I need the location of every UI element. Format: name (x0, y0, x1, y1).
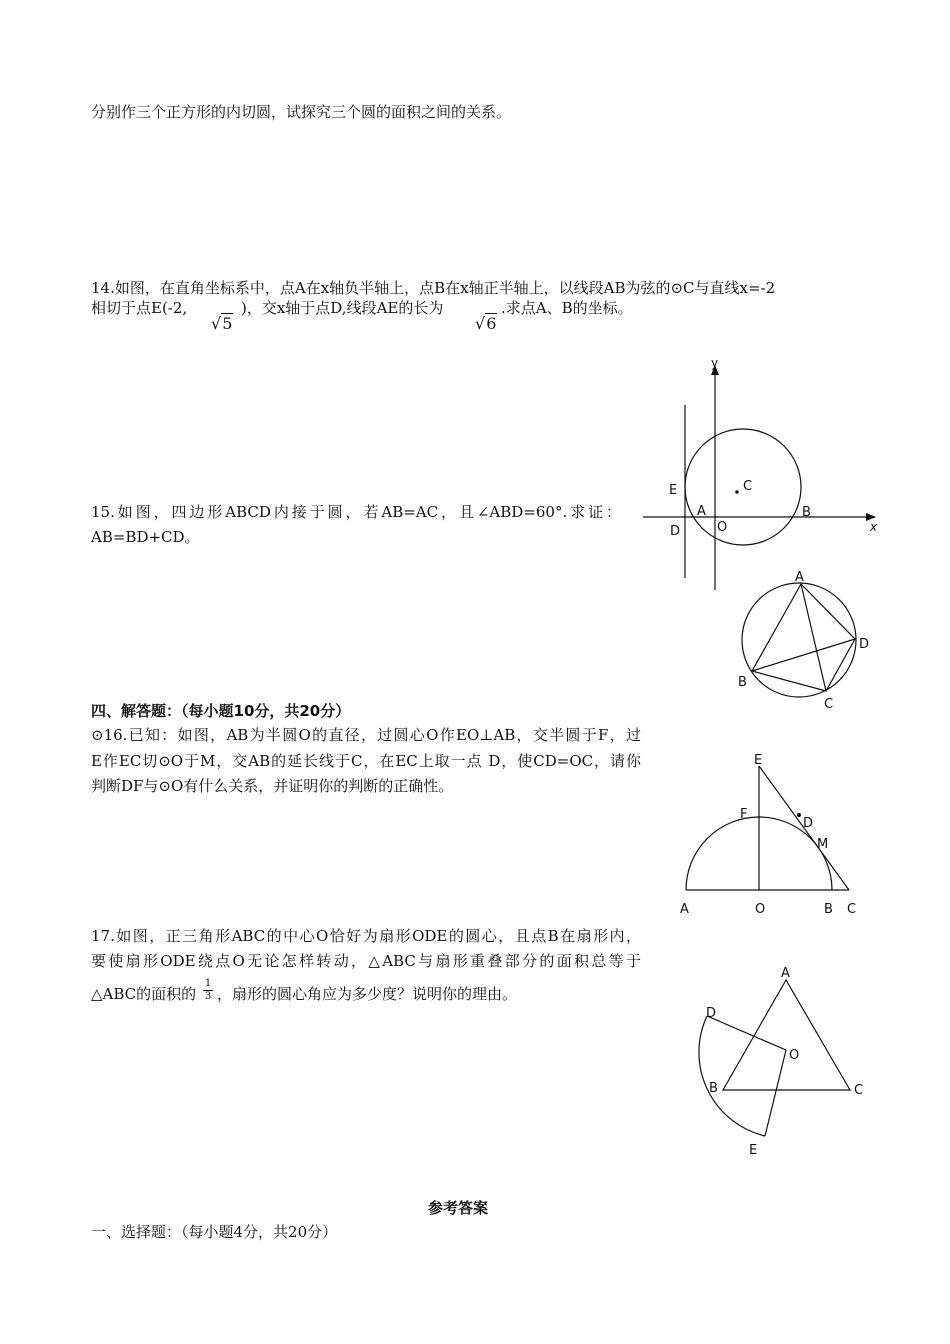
label-o: O (755, 902, 766, 917)
label-c: C (854, 1083, 864, 1098)
q16-text-line1: ⊙16.已知：如图，AB为半圆O的直径，过圆心O作EO⊥AB，交半圆于F，过 (91, 726, 641, 744)
label-d: D (803, 816, 814, 831)
answers-section1: 一、选择题：（每小题4分，共20分） (91, 1223, 338, 1241)
q17-text-line1: 17.如图，正三角形ABC的中心O恰好为扇形ODE的圆心，且点B在扇形内， (91, 927, 641, 945)
q17-text-line3a: △ABC的面积的 (91, 985, 197, 1003)
q15-text-line1: 15.如图，四边形ABCD内接于圆，若AB=AC，且∠ABD=60°.求证： (91, 503, 621, 521)
label-b: B (738, 675, 747, 690)
fraction-denominator: 3 (204, 991, 212, 1002)
label-a: A (680, 902, 689, 917)
sqrt-6-radicand: 6 (486, 314, 497, 333)
q16-text-line2: E作EC切⊙O于M，交AB的延长线于C，在EC上取一点 D，使CD=OC，请你 (91, 752, 641, 770)
radius-od (707, 1016, 786, 1050)
figure-14 (643, 366, 875, 590)
figure-16 (686, 766, 849, 890)
triangle-abc (723, 980, 850, 1090)
q14-text-line2b: )，交x轴于点D,线段AE的长为 (241, 299, 444, 317)
q17-text-line2: 要使扇形ODE绕点O无论怎样转动，△ABC与扇形重叠部分的面积总等于 (91, 952, 641, 970)
label-b: B (824, 902, 833, 917)
section4-heading: 四、解答题：（每小题10分，共20分） (91, 702, 351, 720)
label-o: O (717, 520, 728, 535)
label-b: B (802, 505, 811, 520)
diagonal-ac (801, 584, 826, 691)
label-a: A (697, 504, 706, 519)
circumcircle (742, 583, 856, 697)
label-b: B (709, 1081, 718, 1096)
label-d: D (706, 1006, 717, 1021)
radius-oe (765, 1050, 786, 1136)
answers-title: 参考答案 (428, 1199, 489, 1217)
label-e: E (749, 1143, 758, 1158)
label-c: C (824, 697, 834, 712)
sqrt-5-radicand: 5 (222, 314, 233, 333)
q13-text-tail: 分别作三个正方形的内切圆，试探究三个圆的面积之间的关系。 (91, 103, 512, 121)
label-a: A (795, 570, 804, 585)
q14-text-line1: 14.如图，在直角坐标系中，点A在x轴负半轴上，点B在x轴正半轴上，以线段AB为弦的⊙C与直线x=-2 (91, 279, 776, 297)
q15-text-line2: AB=BD+CD。 (91, 528, 200, 546)
sqrt-5: √5 (211, 314, 233, 333)
label-c: C (743, 479, 753, 494)
label-d: D (859, 637, 870, 652)
point-c-dot (736, 491, 738, 493)
label-e: E (754, 753, 763, 768)
label-d: D (670, 524, 681, 539)
figure-17-labels (706, 966, 863, 1158)
figure-17 (699, 980, 850, 1136)
q14-text-line2a: 相切于点E(-2, (91, 299, 188, 317)
label-m: M (817, 837, 829, 852)
label-x: x (870, 520, 878, 534)
point-d-dot (798, 814, 801, 817)
label-y: y (711, 356, 719, 370)
q16-text-line3: 判断DF与⊙O有什么关系，并证明你的判断的正确性。 (91, 777, 454, 795)
label-c: C (847, 902, 857, 917)
q14-text-line2c: .求点A、B的坐标。 (501, 299, 633, 317)
label-o: O (789, 1048, 800, 1063)
sqrt-6: √6 (475, 314, 497, 333)
label-e: E (669, 483, 678, 498)
q17-text-line3b: ，扇形的圆心角应为多少度？说明你的理由。 (217, 985, 518, 1003)
fraction-numerator: 1 (204, 978, 212, 989)
figure-15 (742, 583, 856, 697)
label-f: F (740, 807, 748, 822)
label-a: A (781, 966, 790, 981)
